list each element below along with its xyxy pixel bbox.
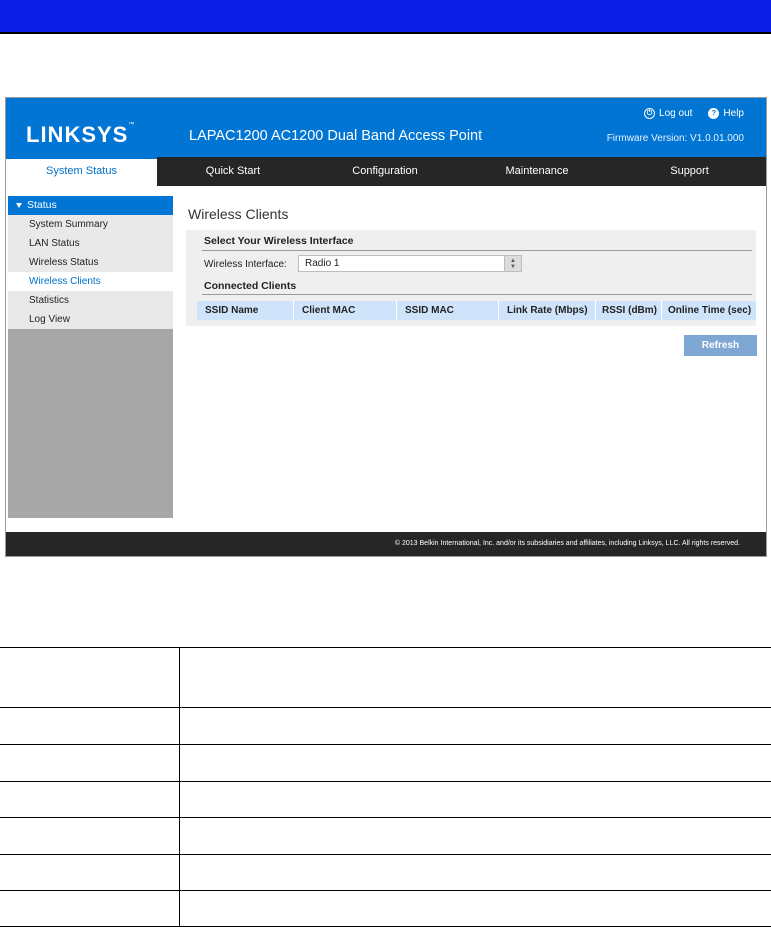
power-icon: ⏻ xyxy=(644,108,655,119)
firmware-version: Firmware Version: V1.0.01.000 xyxy=(606,133,744,144)
main-nav xyxy=(6,157,766,186)
connected-clients-heading: Connected Clients xyxy=(204,280,297,292)
column-link-rate: Link Rate (Mbps) xyxy=(499,301,596,320)
footer-copyright: © 2013 Belkin International, Inc. and/or its subsidiaries and affiliates, including Linksys, LLC. All rights reserved. xyxy=(6,532,766,556)
tab-maintenance[interactable]: Maintenance xyxy=(505,165,569,177)
table-row xyxy=(0,708,771,745)
wireless-interface-select[interactable]: Radio 1 ▲ ▼ xyxy=(298,255,522,272)
tab-quick-start[interactable]: Quick Start xyxy=(205,165,261,177)
linksys-logo: LINKSYS™ xyxy=(26,122,136,147)
sidebar-item-wireless-status[interactable]: Wireless Status xyxy=(29,257,99,268)
table-row xyxy=(0,745,771,782)
column-rssi: RSSI (dBm) xyxy=(596,301,662,320)
document-title-bar xyxy=(0,0,771,34)
column-ssid-mac: SSID MAC xyxy=(397,301,499,320)
sidebar-item-lan-status[interactable]: LAN Status xyxy=(29,238,80,249)
table-row xyxy=(0,891,771,927)
table-row xyxy=(0,648,771,708)
wireless-interface-label: Wireless Interface: xyxy=(204,259,287,270)
header-links xyxy=(644,108,744,119)
logout-link[interactable]: ⏻ Log out xyxy=(644,108,692,119)
sidebar xyxy=(8,196,173,518)
stepper-arrows-icon: ▲ ▼ xyxy=(504,256,521,271)
header xyxy=(6,98,766,157)
sidebar-section-status[interactable]: Status xyxy=(8,196,173,215)
caret-down-icon xyxy=(16,203,22,208)
tab-support[interactable]: Support xyxy=(670,165,709,177)
sidebar-item-statistics[interactable]: Statistics xyxy=(29,295,70,306)
description-table xyxy=(0,647,771,927)
tab-configuration[interactable]: Configuration xyxy=(352,165,418,177)
sidebar-item-system-summary[interactable]: System Summary xyxy=(29,219,108,230)
table-row xyxy=(0,782,771,818)
column-online-time: Online Time (sec) xyxy=(668,305,752,316)
table-row xyxy=(0,818,771,855)
sidebar-items xyxy=(8,215,173,329)
product-name: LAPAC1200 AC1200 Dual Band Access Point xyxy=(189,128,483,144)
column-client-mac: Client MAC xyxy=(294,301,397,320)
divider xyxy=(202,250,752,251)
sidebar-item-wireless-clients[interactable]: Wireless Clients xyxy=(8,272,173,291)
sidebar-item-log-view[interactable]: Log View xyxy=(29,314,70,325)
help-icon: ? xyxy=(708,108,719,119)
tab-system-status[interactable]: System Status xyxy=(6,157,157,186)
clients-table-header xyxy=(197,301,756,320)
router-ui-screenshot xyxy=(5,97,767,557)
help-link[interactable]: ? Help xyxy=(708,108,744,119)
refresh-button[interactable]: Refresh xyxy=(684,335,757,356)
divider xyxy=(202,294,752,295)
table-row xyxy=(0,855,771,891)
select-interface-heading: Select Your Wireless Interface xyxy=(204,235,354,247)
page-title: Wireless Clients xyxy=(188,206,289,222)
column-ssid-name: SSID Name xyxy=(197,301,294,320)
